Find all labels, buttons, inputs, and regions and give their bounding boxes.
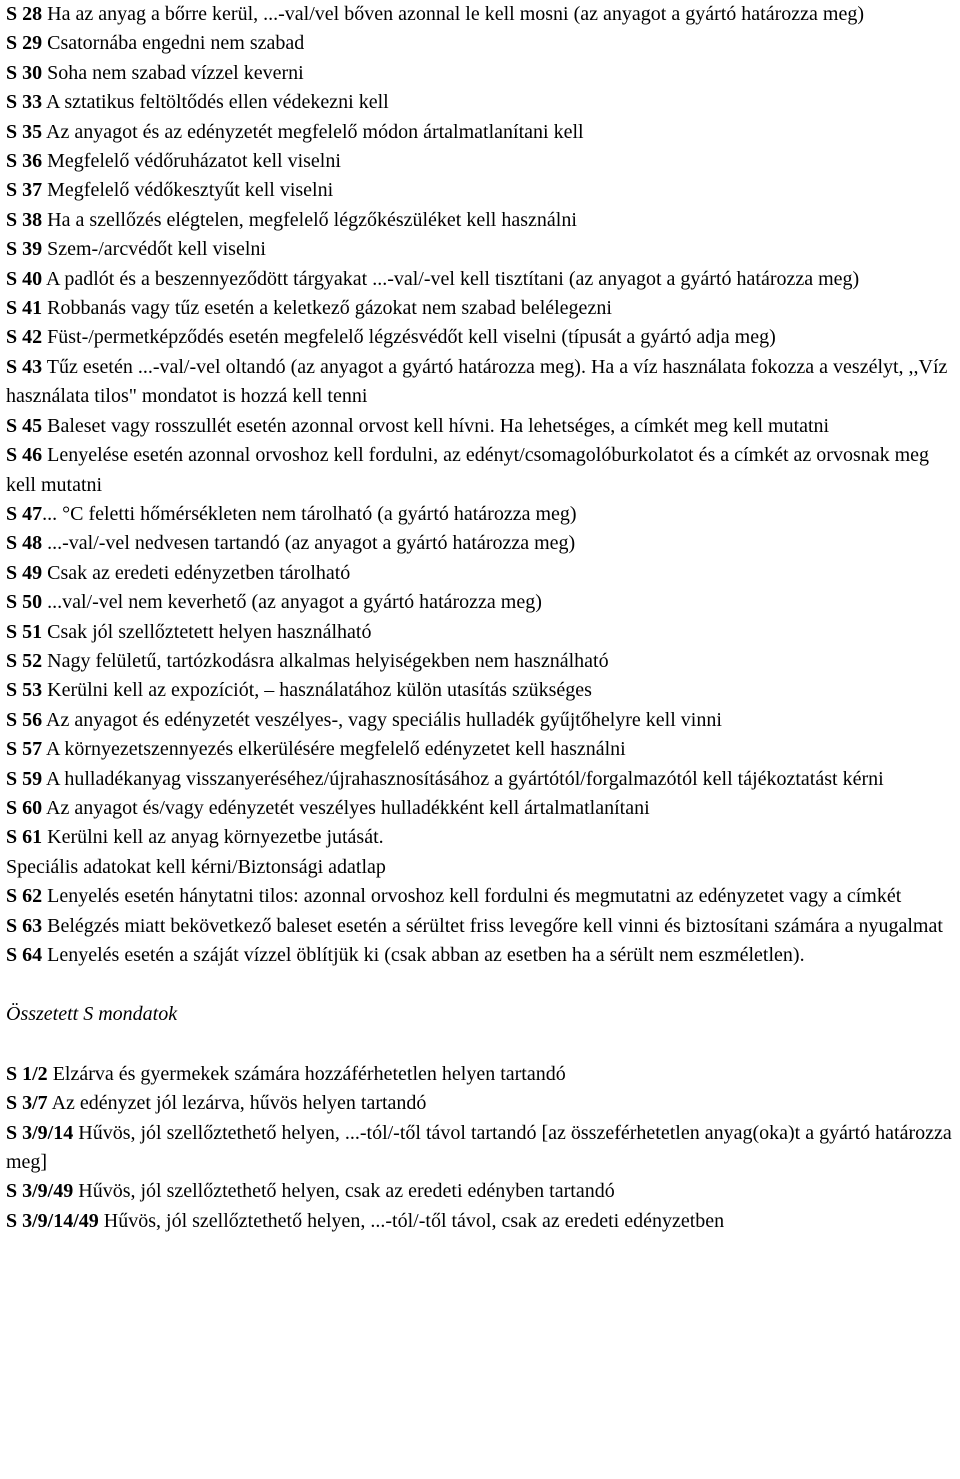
phrase-code: S 1/2 bbox=[6, 1062, 48, 1085]
safety-phrase bbox=[6, 441, 954, 500]
phrase-text: Elzárva és gyermekek számára hozzáférhetetlen helyen tartandó bbox=[47, 1062, 566, 1085]
safety-phrase bbox=[6, 559, 954, 588]
phrase-code: S 46 bbox=[6, 444, 43, 467]
phrase-text: Csak jól szellőztetett helyen használható bbox=[42, 620, 372, 643]
phrase-code: S 33 bbox=[6, 91, 43, 114]
safety-phrase bbox=[6, 882, 954, 911]
phrase-text: Hűvös, jól szellőztethető helyen, ...-tól/-től távol tartandó [az összeférhetetlen anyag(oka)t a gyártó határozza meg] bbox=[6, 1121, 952, 1174]
phrase-text: Baleset vagy rosszullét esetén azonnal orvost kell hívni. Ha lehetséges, a címkét meg kell mutatni bbox=[42, 414, 830, 437]
safety-phrase bbox=[6, 1207, 954, 1236]
phrase-code: S 45 bbox=[6, 414, 43, 437]
phrase-text: ...-val/-vel nedvesen tartandó (az anyagot a gyártó határozza meg) bbox=[42, 532, 576, 555]
safety-phrase bbox=[6, 823, 954, 852]
phrase-text: ...val/-vel nem keverhető (az anyagot a gyártó határozza meg) bbox=[42, 591, 542, 614]
safety-phrase bbox=[6, 0, 954, 29]
safety-phrase bbox=[6, 1060, 954, 1089]
safety-phrase bbox=[6, 294, 954, 323]
safety-phrase bbox=[6, 147, 954, 176]
safety-phrase bbox=[6, 676, 954, 705]
phrase-text: Hűvös, jól szellőztethető helyen, csak az eredeti edényben tartandó bbox=[73, 1180, 615, 1203]
safety-phrase bbox=[6, 323, 954, 352]
phrase-code: S 35 bbox=[6, 120, 43, 143]
section-heading: Összetett S mondatok bbox=[6, 1003, 178, 1026]
phrase-text: Az anyagot és edényzetét veszélyes-, vagy speciális hulladék gyűjtőhelyre kell vinni bbox=[42, 708, 722, 731]
phrase-text: ... °C feletti hőmérsékleten nem tárolható (a gyártó határozza meg) bbox=[42, 502, 577, 525]
phrase-text: Szem-/arcvédőt kell viselni bbox=[42, 238, 266, 261]
phrase-text: Nagy felületű, tartózkodásra alkalmas helyiségekben nem használható bbox=[42, 649, 609, 672]
phrase-text: Ha a szellőzés elégtelen, megfelelő légzőkészüléket kell használni bbox=[42, 208, 577, 231]
section-gap bbox=[6, 1030, 954, 1060]
phrase-text: Füst-/permetképződés esetén megfelelő légzésvédőt kell viselni (típusát a gyártó adja meg) bbox=[42, 326, 776, 349]
phrase-code: S 30 bbox=[6, 61, 43, 84]
safety-phrase bbox=[6, 529, 954, 558]
safety-phrase bbox=[6, 1177, 954, 1206]
phrase-code: S 41 bbox=[6, 297, 43, 320]
phrase-code: S 50 bbox=[6, 591, 43, 614]
phrase-code: S 37 bbox=[6, 179, 43, 202]
safety-phrase bbox=[6, 118, 954, 147]
safety-phrase-list bbox=[6, 0, 954, 970]
phrase-text: A sztatikus feltöltődés ellen védekezni kell bbox=[42, 91, 389, 114]
phrase-text: Soha nem szabad vízzel keverni bbox=[42, 61, 304, 84]
safety-phrase bbox=[6, 265, 954, 294]
phrase-text: Az edényzet jól lezárva, hűvös helyen tartandó bbox=[47, 1092, 427, 1115]
safety-phrase bbox=[6, 29, 954, 58]
phrase-text: Megfelelő védőkesztyűt kell viselni bbox=[42, 179, 334, 202]
safety-phrase bbox=[6, 353, 954, 412]
phrase-text: Belégzés miatt bekövetkező baleset esetén a sérültet friss levegőre kell vinni és biztosítani számára a nyugalmat bbox=[42, 914, 943, 937]
safety-phrase bbox=[6, 1089, 954, 1118]
phrase-code: S 3/9/14/49 bbox=[6, 1209, 99, 1232]
phrase-text: Lenyelés esetén a száját vízzel öblítjük ki (csak abban az esetben ha a sérült nem eszméletlen). bbox=[42, 944, 805, 966]
phrase-text: Lenyelés esetén hánytatni tilos: azonnal orvoshoz kell fordulni és megmutatni az edényzetet vagy a címkét bbox=[42, 885, 902, 908]
safety-phrase bbox=[6, 912, 954, 941]
phrase-code: S 60 bbox=[6, 796, 43, 819]
combined-phrase-list bbox=[6, 1060, 954, 1236]
phrase-code: S 56 bbox=[6, 708, 43, 731]
safety-phrase bbox=[6, 647, 954, 676]
phrase-code: S 36 bbox=[6, 150, 43, 173]
safety-phrase bbox=[6, 1119, 954, 1178]
section-gap bbox=[6, 970, 954, 1000]
safety-phrase bbox=[6, 206, 954, 235]
phrase-text: Tűz esetén ...-val/-vel oltandó (az anyagot a gyártó határozza meg). Ha a víz használata fokozza a veszélyt, ,,Víz használata tilos" mondatot is hozzá kell tenni bbox=[6, 355, 948, 408]
phrase-code: S 49 bbox=[6, 561, 43, 584]
safety-phrase bbox=[6, 235, 954, 264]
phrase-code: S 61 bbox=[6, 826, 43, 849]
safety-phrase bbox=[6, 176, 954, 205]
phrase-code: S 57 bbox=[6, 738, 43, 761]
phrase-code: S 43 bbox=[6, 355, 43, 378]
phrase-code: S 29 bbox=[6, 32, 43, 55]
safety-phrase bbox=[6, 941, 954, 970]
safety-phrase bbox=[6, 735, 954, 764]
safety-phrase bbox=[6, 59, 954, 88]
phrase-text: Az anyagot és az edényzetét megfelelő módon ártalmatlanítani kell bbox=[42, 120, 584, 143]
phrase-code: S 3/7 bbox=[6, 1092, 48, 1115]
phrase-text: Kerülni kell az anyag környezetbe jutását. bbox=[42, 826, 384, 849]
phrase-text: Ha az anyag a bőrre kerül, ...-val/vel bőven azonnal le kell mosni (az anyagot a gyártó határozza meg) bbox=[42, 3, 864, 25]
phrase-code: S 40 bbox=[6, 267, 43, 290]
phrase-text: Lenyelése esetén azonnal orvoshoz kell fordulni, az edényt/csomagolóburkolatot és a címkét az orvosnak meg kell mutatni bbox=[6, 444, 930, 496]
phrase-text: Robbanás vagy tűz esetén a keletkező gázokat nem szabad belélegezni bbox=[42, 297, 612, 320]
phrase-text: A környezetszennyezés elkerülésére megfelelő edényzetet kell használni bbox=[42, 738, 626, 761]
phrase-code: S 38 bbox=[6, 208, 43, 231]
phrase-code: S 47 bbox=[6, 502, 43, 525]
safety-phrase bbox=[6, 853, 954, 882]
phrase-text: A hulladékanyag visszanyeréséhez/újrahasznosításához a gyártótól/forgalmazótól kell tájékoztatást kérni bbox=[42, 767, 884, 790]
phrase-text: Az anyagot és/vagy edényzetét veszélyes hulladékként kell ártalmatlanítani bbox=[42, 796, 650, 819]
phrase-code: S 64 bbox=[6, 944, 43, 966]
safety-phrase bbox=[6, 794, 954, 823]
phrase-text: Csatornába engedni nem szabad bbox=[42, 32, 305, 55]
safety-phrase bbox=[6, 88, 954, 117]
phrase-text: Kerülni kell az expozíciót, – használatához külön utasítás szükséges bbox=[42, 679, 592, 702]
phrase-text: Hűvös, jól szellőztethető helyen, ...-tól/-től távol, csak az eredeti edényzetben bbox=[98, 1209, 725, 1232]
safety-phrase bbox=[6, 588, 954, 617]
phrase-code: S 53 bbox=[6, 679, 43, 702]
phrase-code: S 52 bbox=[6, 649, 43, 672]
phrase-code: S 3/9/14 bbox=[6, 1121, 74, 1144]
phrase-text: Speciális adatokat kell kérni/Biztonsági adatlap bbox=[6, 855, 386, 878]
safety-phrase bbox=[6, 765, 954, 794]
phrase-code: S 59 bbox=[6, 767, 43, 790]
phrase-text: Csak az eredeti edényzetben tárolható bbox=[42, 561, 351, 584]
safety-phrase bbox=[6, 412, 954, 441]
phrase-code: S 3/9/49 bbox=[6, 1180, 74, 1203]
phrase-code: S 51 bbox=[6, 620, 43, 643]
safety-phrase bbox=[6, 500, 954, 529]
phrase-code: S 39 bbox=[6, 238, 43, 261]
phrase-code: S 42 bbox=[6, 326, 43, 349]
phrase-text: Megfelelő védőruházatot kell viselni bbox=[42, 150, 341, 173]
phrase-code: S 28 bbox=[6, 3, 43, 25]
phrase-text: A padlót és a beszennyeződött tárgyakat ...-val/-vel kell tisztítani (az anyagot a gyártó határozza meg) bbox=[42, 267, 860, 290]
phrase-code: S 63 bbox=[6, 914, 43, 937]
safety-phrase bbox=[6, 618, 954, 647]
phrase-code: S 62 bbox=[6, 885, 43, 908]
safety-phrase bbox=[6, 706, 954, 735]
phrase-code: S 48 bbox=[6, 532, 43, 555]
